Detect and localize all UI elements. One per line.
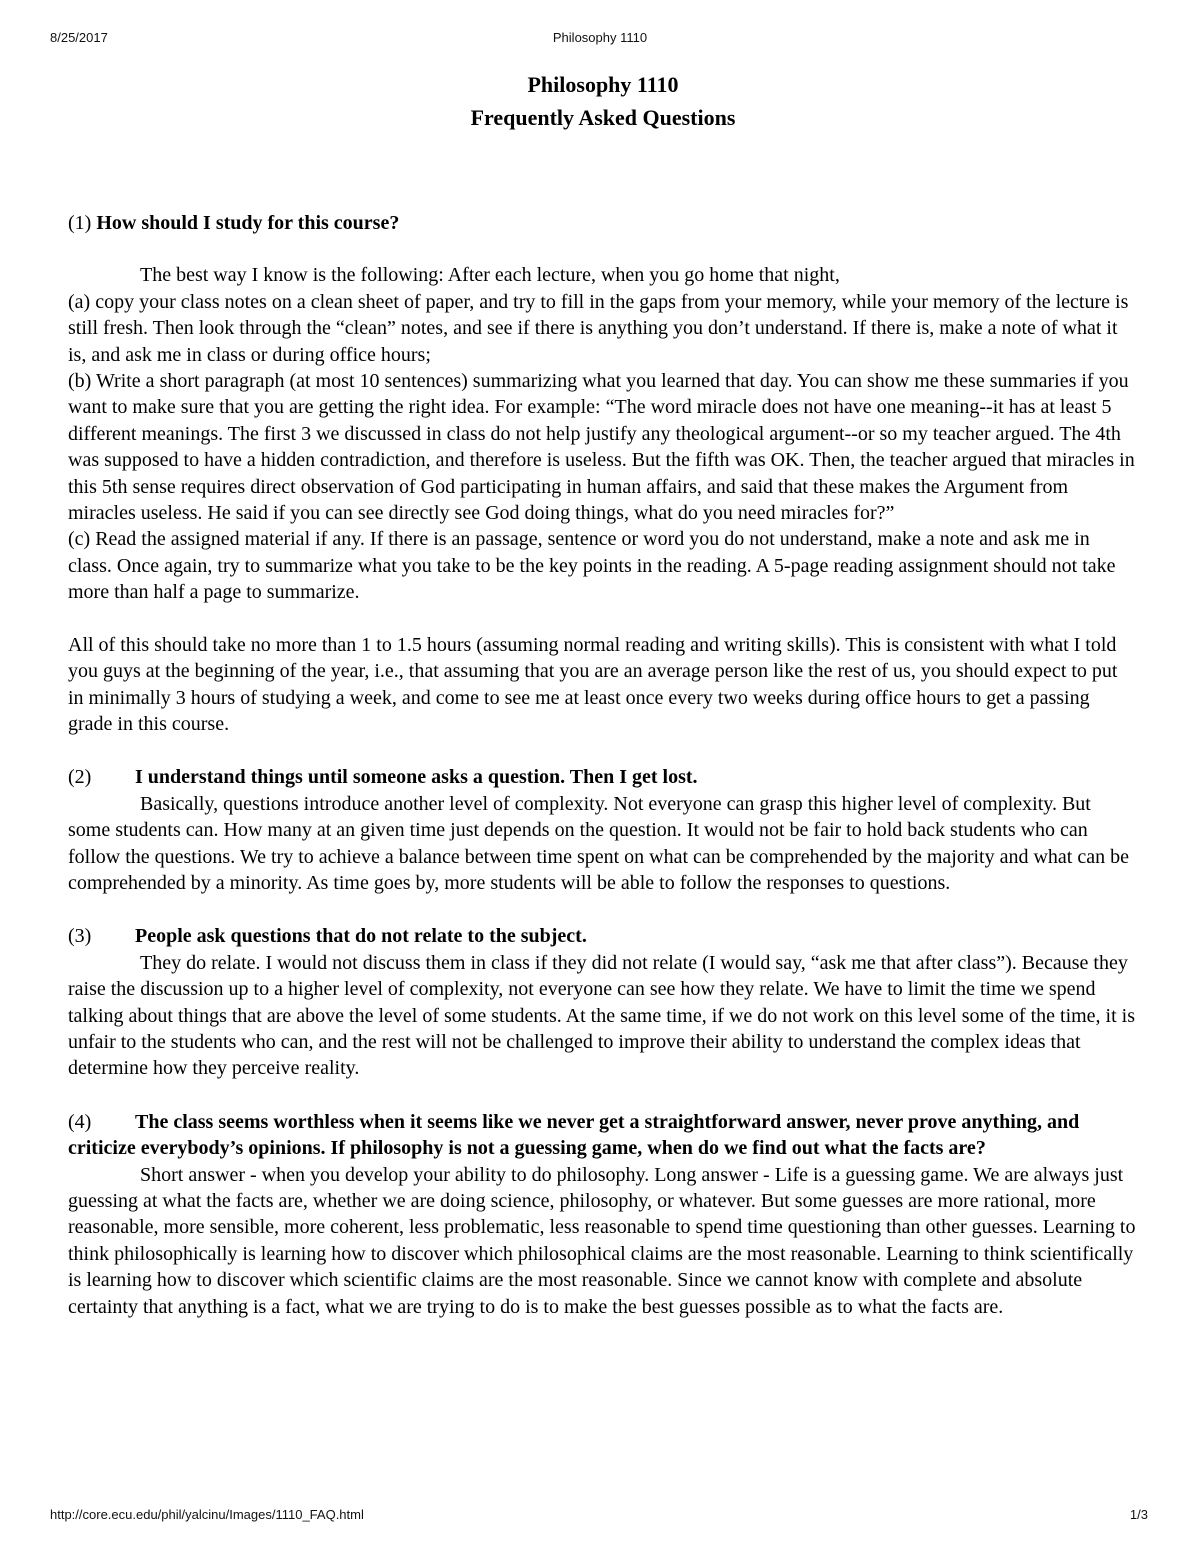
question-2-answer: Basically, questions introduce another level of complexity. Not everyone can grasp this higher level of complexity. But some students can. How many at an given time just depends on the question. It would not be fair to hold back students who can follow the questions. We try to achieve a balance between time spent on what can be comprehended by the majority and what can be comprehended by a minority. As time goes by, more students will be able to follow the responses to questions.	[68, 792, 1129, 894]
question-1-number: (1)	[68, 212, 92, 234]
question-1-heading	[68, 210, 1138, 236]
print-footer	[0, 1507, 1200, 1527]
document-title	[68, 68, 1138, 134]
print-header	[0, 30, 1200, 50]
question-4-heading	[68, 1109, 1138, 1162]
question-4-text: The class seems worthless when it seems like we never get a straightforward answer, never prove anything, and criticize everybody’s opinions. If philosophy is not a guessing game, when do we find out what the facts are?	[68, 1110, 1080, 1160]
question-3-text: People ask questions that do not relate to the subject.	[135, 925, 587, 948]
question-1-text: How should I study for this course?	[96, 212, 400, 234]
title-line-1: Philosophy 1110	[527, 72, 679, 97]
page-url: http://core.ecu.edu/phil/yalcinu/Images/1110_FAQ.html	[50, 1507, 364, 1522]
page-number: 1/3	[1129, 1507, 1148, 1522]
question-2-heading	[68, 764, 1138, 790]
document-body	[68, 68, 1138, 1320]
question-2-text: I understand things until someone asks a question. Then I get lost.	[135, 766, 698, 789]
question-2-number: (2)	[68, 766, 92, 789]
title-line-2: Frequently Asked Questions	[470, 105, 736, 130]
question-1-step-c: (c) Read the assigned material if any. If there is an passage, sentence or word you do not understand, make a note and ask me in class. Once again, try to summarize what you take to be the key points in the reading. A 5-page reading assignment should not take more than half a page to summarize.	[68, 528, 1116, 604]
question-1-step-b: (b) Write a short paragraph (at most 10 sentences) summarizing what you learned that day. You can show me these summaries if you want to make sure that you are getting the right idea. For example: “The word miracle does not have one meaning--it has at least 5 different meanings. The first 3 we discussed in class do not help justify any theological argument--or so my teacher argued. The 4th was supposed to have a hidden contradiction, and therefore is useless. But the fifth was OK. Then, the teacher argued that miracles in this 5th sense requires direct observation of God participating in human affairs, and said that these makes the Argument from miracles useless. He said if you can see directly see God doing things, what do you need miracles for?”	[68, 370, 1135, 525]
question-4-answer: Short answer - when you develop your ability to do philosophy. Long answer - Life is a guessing game. We are always just guessing at what the facts are, whether we are doing science, philosophy, or whatever. But some guesses are more rational, more reasonable, more sensible, more coherent, less problematic, less reasonable to spend time questioning than other guesses. Learning to think philosophically is learning how to discover which philosophical claims are the most reasonable. Learning to think scientifically is learning how to discover which scientific claims are the most reasonable. Since we cannot know with complete and absolute certainty that anything is a fact, what we are trying to do is to make the best guesses possible as to what the facts are.	[68, 1163, 1136, 1318]
question-1-summary: All of this should take no more than 1 to 1.5 hours (assuming normal reading and writing skills). This is consistent with what I told you guys at the beginning of the year, i.e., that assuming that you are an average person like the rest of us, you should expect to put in minimally 3 hours of studying a week, and come to see me at least once every two weeks during office hours to get a passing grade in this course.	[68, 633, 1118, 735]
print-page-title: Philosophy 1110	[552, 30, 648, 45]
print-date: 8/25/2017	[50, 30, 108, 45]
question-3-number: (3)	[68, 925, 92, 948]
question-1-step-a: (a) copy your class notes on a clean sheet of paper, and try to fill in the gaps from your memory, while your memory of the lecture is still fresh. Then look through the “clean” notes, and see if there is anything you don’t understand. If there is, make a note of what it is, and ask me in class or during office hours;	[68, 290, 1129, 366]
question-1-intro: The best way I know is the following: After each lecture, when you go home that night,	[140, 264, 840, 287]
question-3-answer: They do relate. I would not discuss them in class if they did not relate (I would say, “ask me that after class”). Because they raise the discussion up to a higher level of complexity, not everyone can see how they relate. We have to limit the time we spend talking about things that are above the level of some students. At the same time, if we do not work on this level some of the time, it is unfair to the students who can, and the rest will not be challenged to improve their ability to understand the complex ideas that determine how they perceive reality.	[68, 951, 1136, 1080]
question-4-number: (4)	[68, 1110, 92, 1133]
question-3-heading	[68, 923, 1138, 949]
